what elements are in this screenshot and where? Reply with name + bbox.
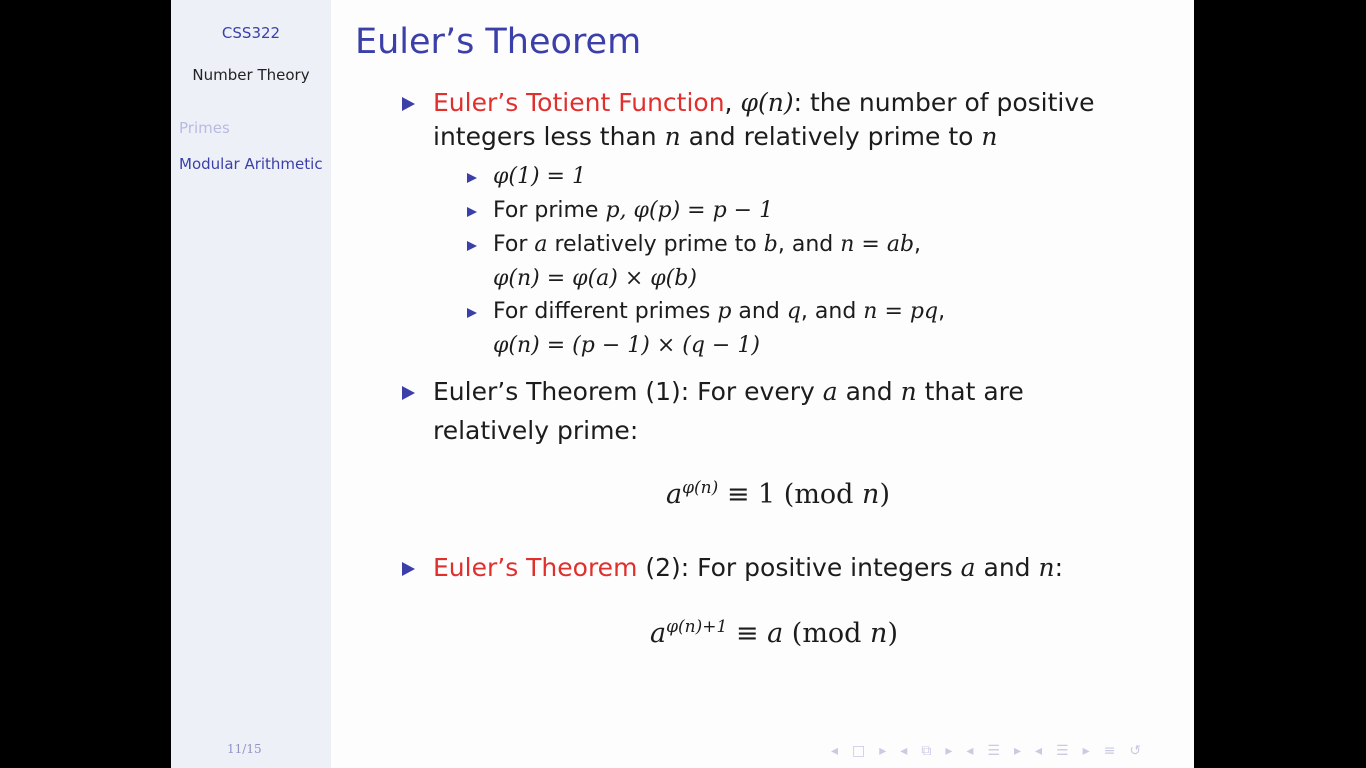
formula: φ(n) = (p − 1) × (q − 1) [493, 333, 760, 358]
eq-rest: ≡ [727, 618, 768, 649]
sub-item-relatively-prime-line2 [493, 266, 697, 291]
slide-title: Euler’s Theorem [355, 22, 642, 62]
sub-bullet-icon [467, 241, 477, 251]
bullet-icon [402, 97, 415, 111]
formula: n = pq [863, 299, 939, 324]
var-a: a [767, 618, 784, 649]
eq-close: ) [879, 479, 890, 510]
text: and [975, 553, 1039, 582]
sidebar-topic[interactable]: Number Theory [192, 66, 310, 84]
nav-right-icon[interactable]: ▸ [1013, 743, 1021, 759]
slide [171, 0, 1194, 768]
text: , [938, 299, 946, 324]
phi-n: φ(n) [740, 88, 794, 117]
eq-close: ) [887, 618, 898, 649]
var-n: n [1038, 553, 1055, 582]
eq-base: a [666, 479, 683, 510]
item-euler-1-line1 [433, 377, 1024, 406]
var-n: n [870, 618, 888, 649]
align-icon[interactable]: ≡ [1103, 743, 1116, 759]
eq-rest: ≡ 1 (mod [718, 479, 863, 510]
var-n: n [664, 122, 681, 151]
frame-icon[interactable]: □ [852, 743, 866, 759]
var-a: a [534, 232, 548, 257]
sub-item-different-primes-line1 [493, 299, 945, 324]
sub-bullet-icon [467, 173, 477, 183]
sub-item-phi-1 [493, 164, 586, 189]
var-b: b [763, 232, 778, 257]
bullet-icon [402, 562, 415, 576]
totient-definition: : the number of positive [793, 88, 1095, 117]
sub-item-different-primes-line2 [493, 333, 760, 358]
text: integers less than [433, 122, 665, 151]
subsection-icon[interactable]: ⧉ [921, 743, 932, 759]
sidebar [171, 0, 331, 768]
var-n: n [900, 377, 917, 406]
nav-right-icon[interactable]: ▸ [1082, 743, 1090, 759]
formula: φ(n) = φ(a) × φ(b) [493, 266, 697, 291]
text: and relatively prime to [680, 122, 982, 151]
nav-right-icon[interactable]: ▸ [879, 743, 887, 759]
nav-left-icon[interactable]: ◂ [1034, 743, 1043, 759]
text: For prime [493, 198, 606, 223]
bullet-icon [402, 386, 415, 400]
term-totient: Euler’s Totient Function [433, 88, 725, 117]
page-number: 11/15 [227, 742, 262, 756]
var-a: a [960, 553, 976, 582]
item-euler-2 [433, 553, 1063, 582]
var-p: p [605, 198, 620, 223]
section-icon[interactable]: ☰ [1056, 743, 1069, 759]
var-q: q [786, 299, 801, 324]
sidebar-course[interactable]: CSS322 [221, 24, 281, 42]
nav-left-icon[interactable]: ◂ [831, 743, 839, 759]
nav-right-icon[interactable]: ▸ [945, 743, 953, 759]
nav-left-icon[interactable]: ◂ [966, 743, 974, 759]
text: Euler’s Theorem (1): For every [433, 377, 823, 406]
text: For [493, 232, 535, 257]
search-icon[interactable]: ↺ [1129, 743, 1142, 759]
nav-left-icon[interactable]: ◂ [900, 743, 908, 759]
text: relatively prime to [547, 232, 764, 257]
text: : [1054, 553, 1064, 582]
var-a: a [822, 377, 838, 406]
eq-mod: (mod [783, 618, 871, 649]
var-n: n [862, 479, 880, 510]
text: , and [800, 299, 864, 324]
item-euler-1-line2: relatively prime: [433, 416, 639, 445]
item-totient-line2 [433, 122, 998, 151]
formula: , φ(p) = p − 1 [619, 198, 774, 223]
sub-item-relatively-prime-line1 [493, 232, 921, 257]
text: that are [916, 377, 1024, 406]
text: For different primes [493, 299, 718, 324]
var-n: n [981, 122, 998, 151]
sub-bullet-icon [467, 308, 477, 318]
eq-exponent: φ(n) [682, 478, 719, 498]
eq-base: a [650, 618, 667, 649]
text: , and [777, 232, 841, 257]
formula: n = ab [840, 232, 915, 257]
sub-bullet-icon [467, 207, 477, 217]
beamer-navigation [831, 744, 1141, 758]
item-totient-line1: Euler’s Totient Function, φ(n): the number of positive [433, 88, 1095, 117]
text: (2): For positive integers [637, 553, 961, 582]
term-euler-theorem: Euler’s Theorem [433, 553, 638, 582]
sidebar-section-primes[interactable]: Primes [179, 119, 230, 137]
sub-item-prime [493, 198, 773, 223]
eq-exponent: φ(n)+1 [666, 617, 728, 637]
text: and [837, 377, 901, 406]
text: , [914, 232, 922, 257]
sidebar-section-modular-arithmetic[interactable]: Modular Arithmetic [179, 155, 323, 173]
formula: φ(1) = 1 [493, 164, 586, 189]
text: and [731, 299, 787, 324]
var-p: p [717, 299, 732, 324]
section-icon[interactable]: ☰ [987, 743, 1000, 759]
equation-euler-2 [650, 617, 898, 649]
equation-euler-1 [666, 478, 890, 510]
